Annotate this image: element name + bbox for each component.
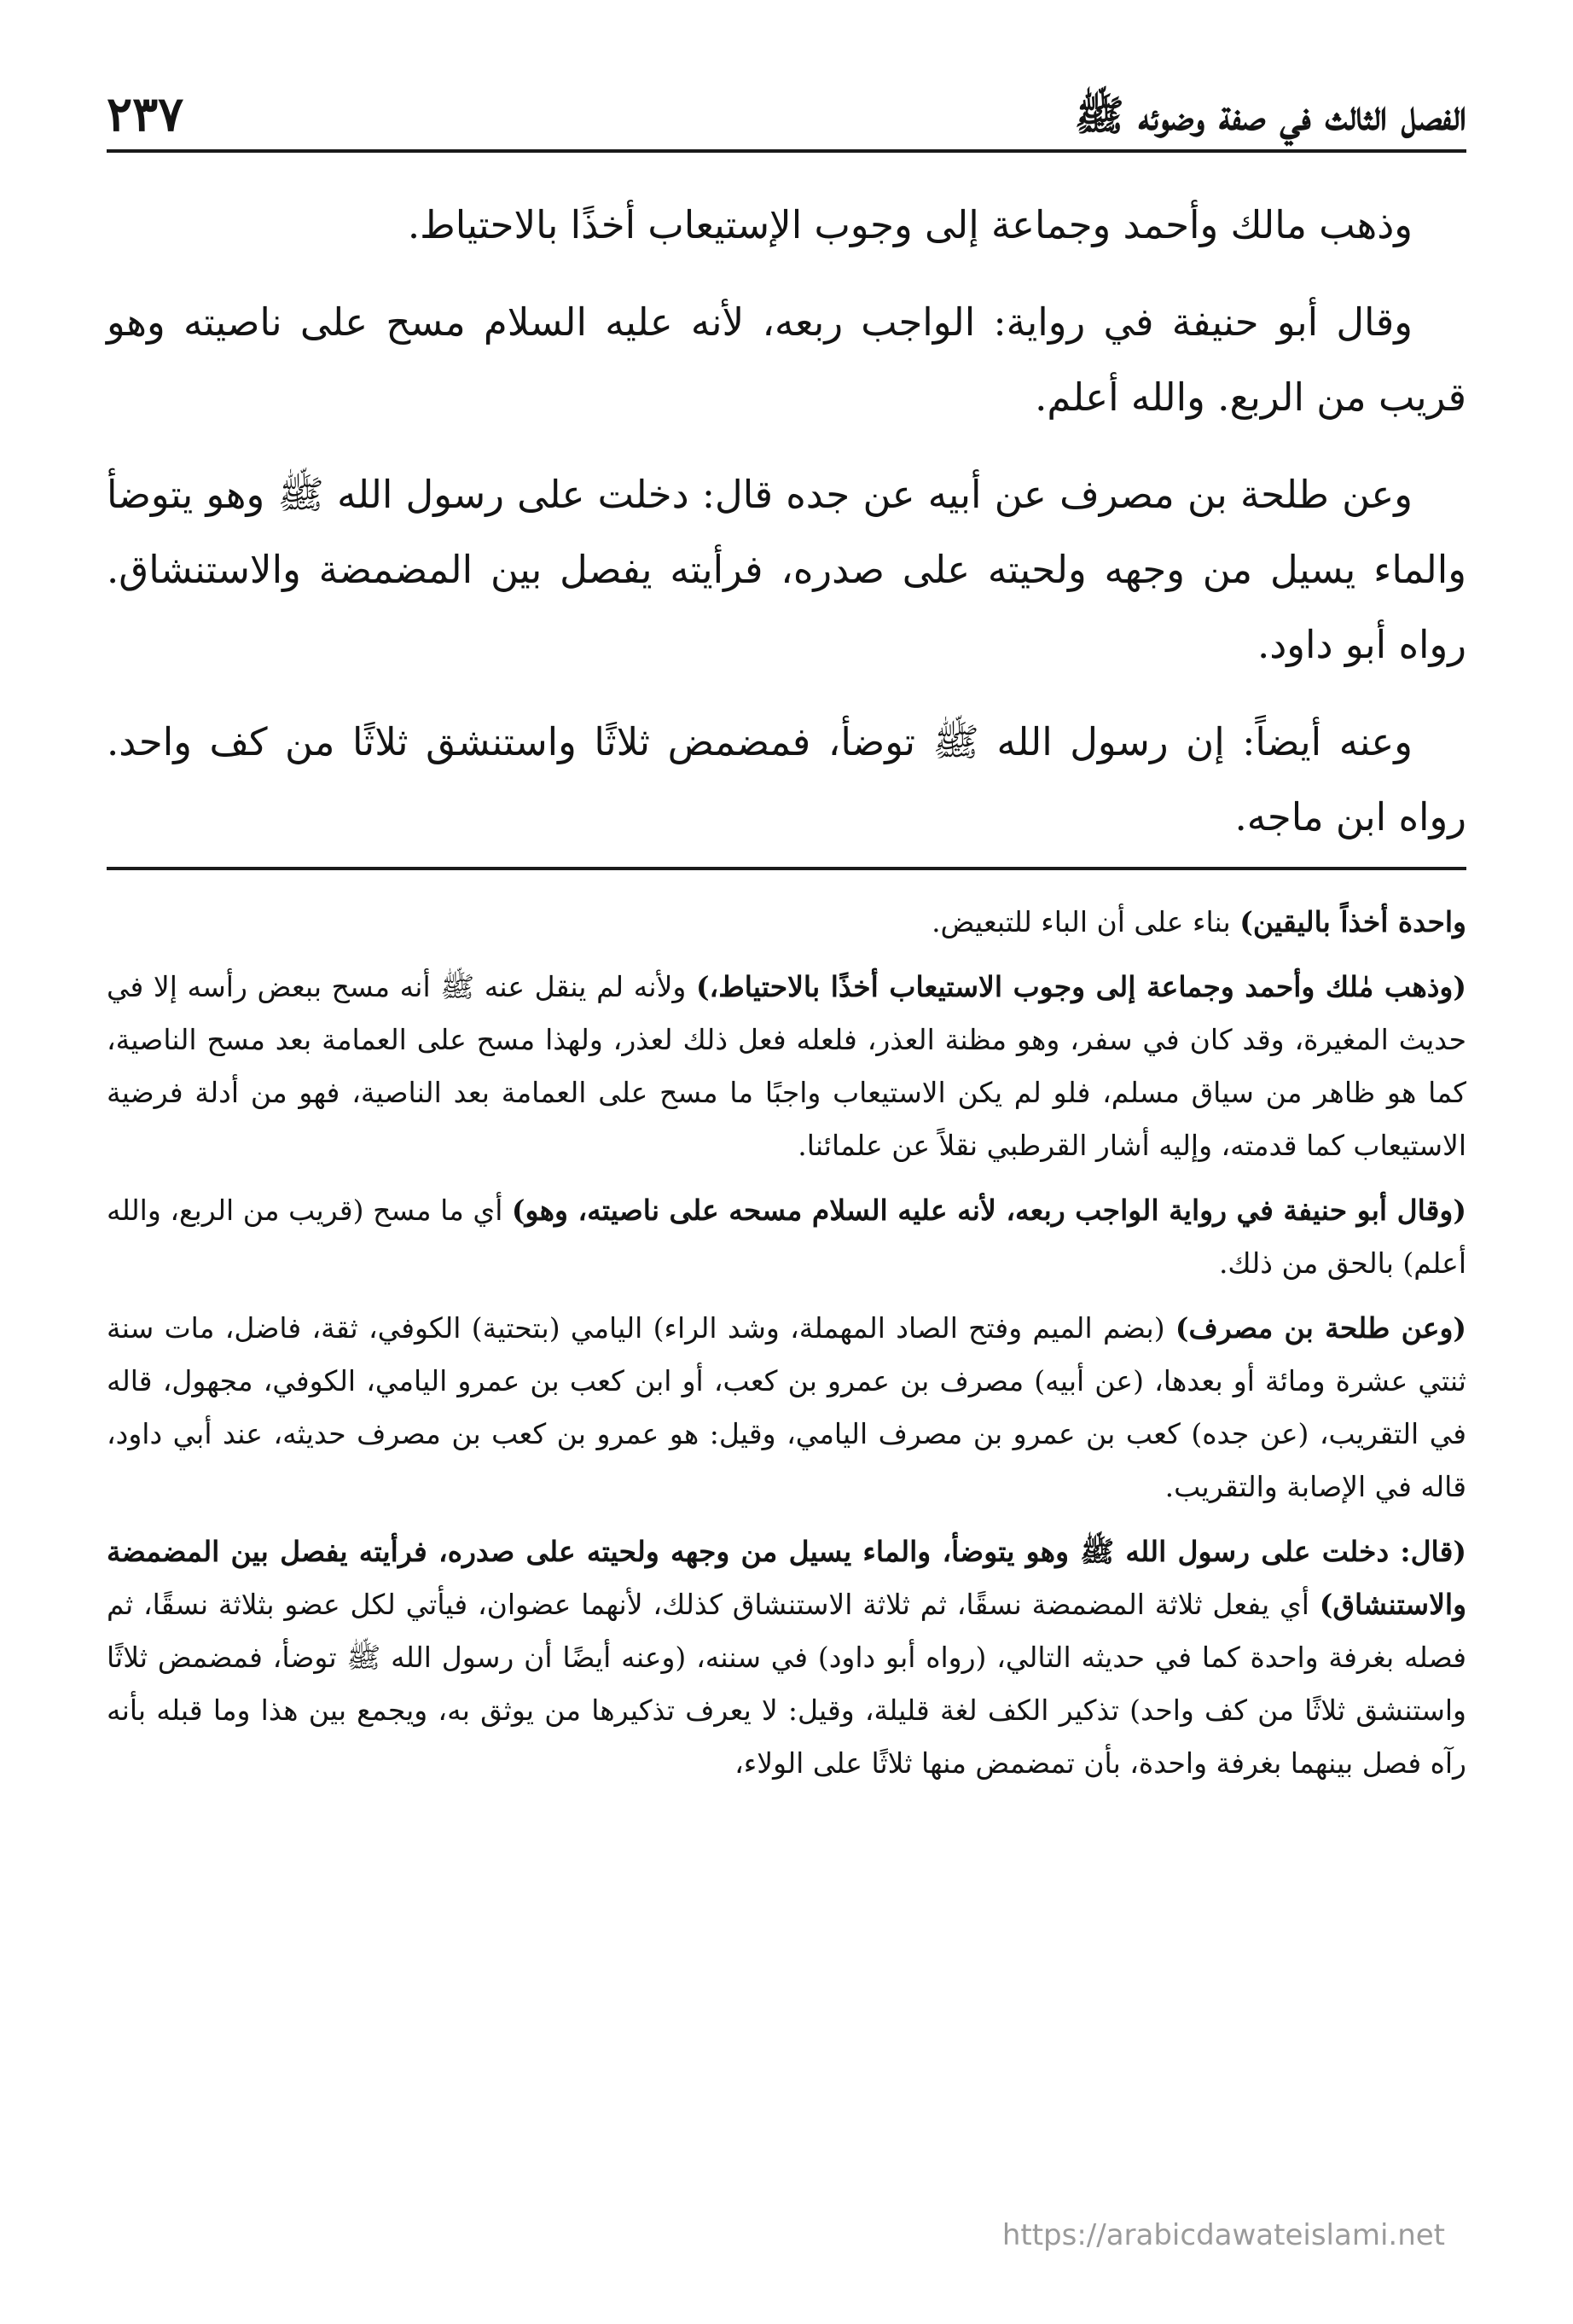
commentary-text: (بضم الميم وفتح الصاد المهملة، وشد الراء) اليامي (بتحتية) الكوفي، ثقة، فاضل، مات سنة ثنتي عشرة ومائة أو بعدها، (عن أبيه) مصرف بن عمرو بن كعب، أو ابن كعب بن عمرو اليامي، الكوفي، مجهول، قاله في التقريب، (عن جده) كعب بن عمرو بن مصرف اليامي، وقيل: هو عمرو بن كعب بن مصرف حديثه، عند أبي داود، قاله في الإصابة والتقريب.	[107, 1311, 1466, 1503]
chapter-title: الفصل الثالث في صفة وضوئه ﷺ	[1074, 92, 1466, 140]
main-paragraph: وقال أبو حنيفة في رواية: الواجب ربعه، لأنه عليه السلام مسح على ناصيته وهو قريب من الربع. والله أعلم.	[107, 299, 1466, 420]
commentary-paragraph	[107, 1525, 1466, 1790]
commentary-paragraph	[107, 896, 1466, 949]
commentary-text: أي يفعل ثلاثة المضمضة نسقًا، ثم ثلاثة الاستنشاق كذلك، لأنهما عضوان، فيأتي لكل عضو بثلاثة نسقًا، ثم فصله بغرفة واحدة كما في حديثه التالي، (رواه أبو داود) في سننه، (وعنه أيضًا أن رسول الله ﷺ توضأ، فمضمض ثلاثًا واستنشق ثلاثًا من كف واحد) تذكير الكف لغة قليلة، وقيل: لا يعرف تذكيرها من يوثق به، ويجمع بين هذا وما قبله بأنه رآه فصل بينهما بغرفة واحدة، بأن تمضمض منها ثلاثًا على الولاء،	[107, 1588, 1466, 1780]
commentary-paragraph	[107, 1184, 1466, 1290]
main-text	[107, 188, 1466, 877]
commentary-text: ولأنه لم ينقل عنه ﷺ أنه مسح ببعض رأسه إلا في حديث المغيرة، وقد كان في سفر، وهو مظنة العذر، فلعله فعل ذلك لعذر، ولهذا مسح على العمامة بعد مسح الناصية، كما هو ظاهر من سياق مسلم، فلو لم يكن الاستيعاب واجبًا ما مسح على العمامة بعد الناصية، فهو من أدلة فرضية الاستيعاب كما قدمته، وإليه أشار القرطبي نقلاً عن علمائنا.	[107, 970, 1466, 1162]
commentary-text: بناء على أن الباء للتبعيض.	[932, 905, 1240, 938]
page-header	[107, 81, 1466, 153]
main-paragraph: وعنه أيضاً: إن رسول الله ﷺ توضأ، فمضمض ثلاثًا واستنشق ثلاثًا من كف واحد. رواه ابن ماجه.	[107, 719, 1466, 840]
quoted-text: (قال: دخلت على رسول الله ﷺ وهو يتوضأ، والماء يسيل من وجهه ولحيته على صدره، فرأيته يفصل بين المضمضة والاستنشاق)	[107, 1535, 1466, 1621]
commentary	[107, 896, 1466, 1802]
watermark-url: https://arabicdawateislami.net	[1001, 2218, 1445, 2252]
separator-line	[107, 867, 1466, 870]
commentary-paragraph	[107, 961, 1466, 1172]
commentary-paragraph	[107, 1302, 1466, 1514]
page-number: ٢٣٧	[107, 86, 184, 142]
quoted-text: (وقال أبو حنيفة في رواية الواجب ربعه، لأنه عليه السلام مسحه على ناصيته، وهو)	[511, 1194, 1466, 1227]
quoted-text: (وذهب مٰلك وأحمد وجماعة إلى وجوب الاستيعاب أخذًا بالاحتياط،)	[695, 970, 1466, 1003]
quoted-text: واحدة أخذاً باليقين)	[1239, 905, 1466, 938]
main-paragraph: وعن طلحة بن مصرف عن أبيه عن جده قال: دخلت على رسول الله ﷺ وهو يتوضأ والماء يسيل من وجهه ولحيته على صدره، فرأيته يفصل بين المضمضة والاستنشاق. رواه أبو داود.	[107, 472, 1466, 667]
main-paragraph: وذهب مالك وأحمد وجماعة إلى وجوب الإستيعاب أخذًا بالاحتياط.	[407, 202, 1413, 247]
quoted-text: (وعن طلحة بن مصرف)	[1175, 1311, 1467, 1345]
commentary-text: أي ما مسح (قريب من الربع، والله أعلم) بالحق من ذلك.	[107, 1194, 1466, 1280]
